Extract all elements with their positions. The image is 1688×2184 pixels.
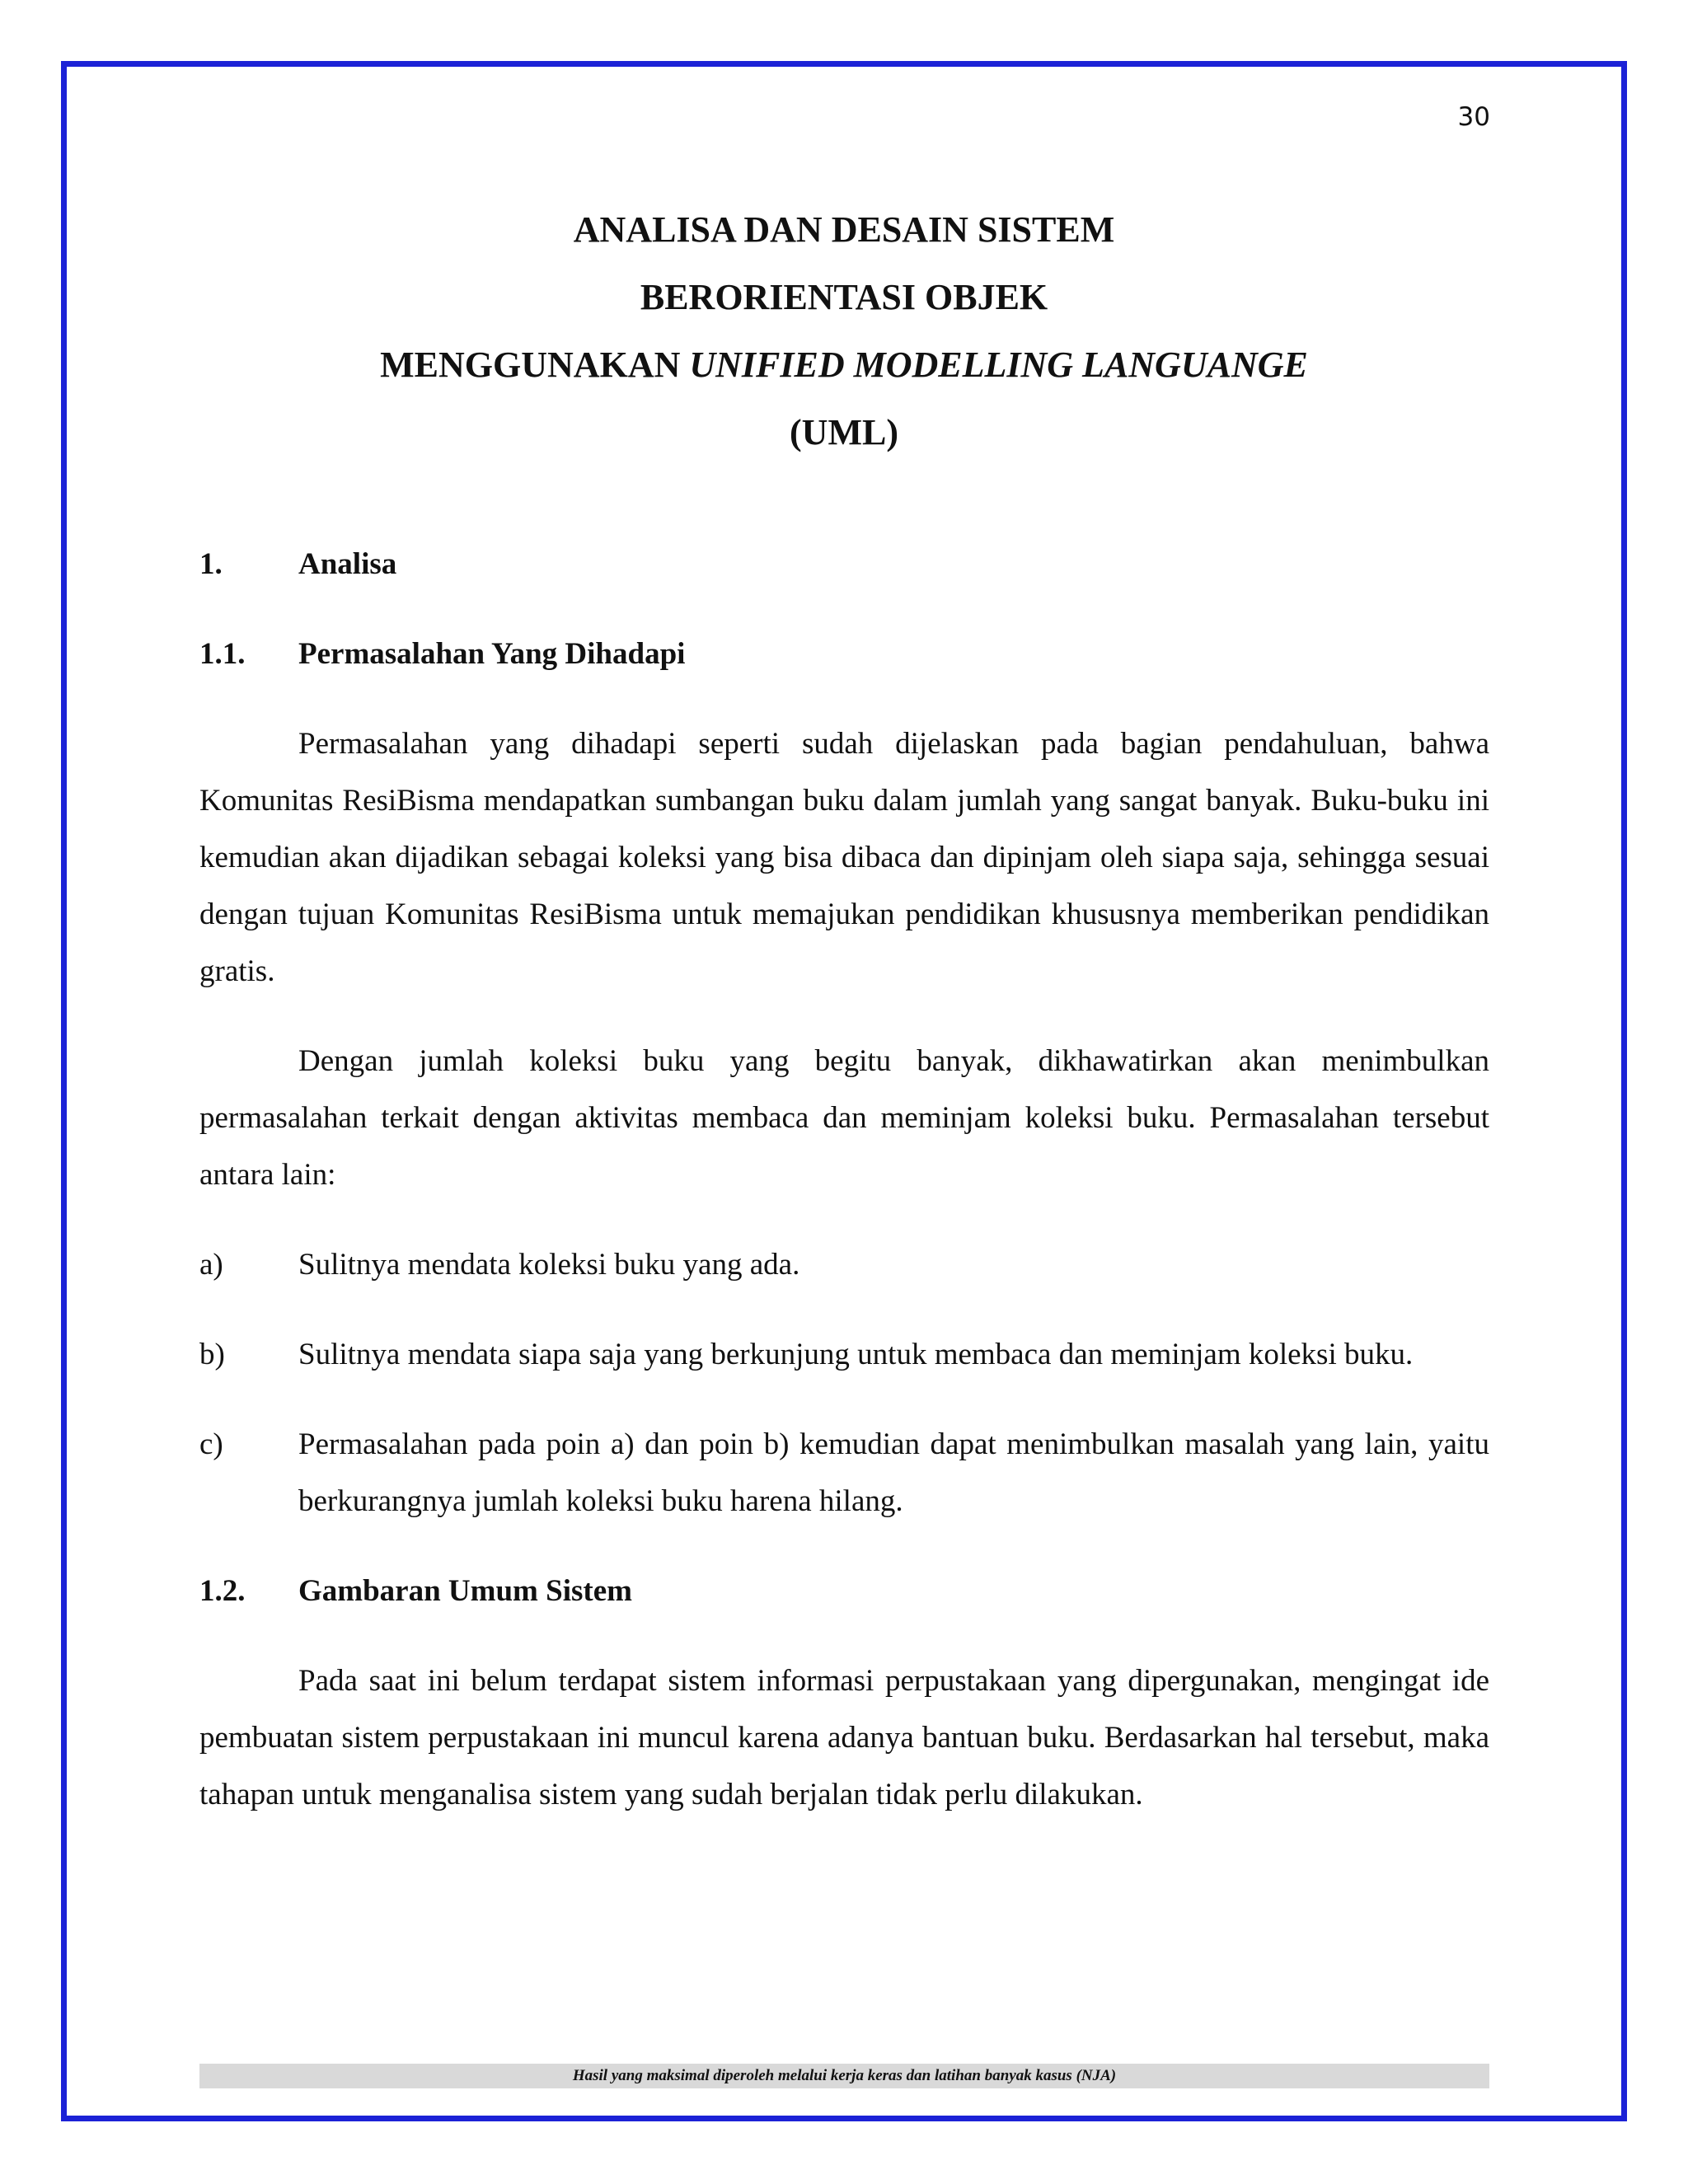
- title-line-3-prefix: MENGGUNAKAN: [380, 344, 690, 385]
- list-text: Sulitnya mendata siapa saja yang berkunjung untuk membaca dan meminjam koleksi buku.: [298, 1338, 1414, 1371]
- title-line-2: BERORIENTASI OBJEK: [640, 277, 1048, 317]
- section-1-2-heading: [199, 1563, 1489, 1619]
- list-text: Sulitnya mendata koleksi buku yang ada.: [298, 1248, 800, 1282]
- paragraph-3: Pada saat ini belum terdapat sistem informasi perpustakaan yang dipergunakan, mengingat ide pembuatan sistem perpustakaan ini muncul karena adanya bantuan buku. Berdasarkan hal tersebut, maka tahapan untuk menganalisa sistem yang sudah berjalan tidak perlu dilakukan.: [199, 1664, 1489, 1811]
- title-line-1: ANALISA DAN DESAIN SISTEM: [573, 209, 1115, 250]
- section-1-heading: [199, 536, 1489, 593]
- document-title: [0, 196, 1688, 466]
- paragraph-1: Permasalahan yang dihadapi seperti sudah dijelaskan pada bagian pendahuluan, bahwa Komunitas ResiBisma mendapatkan sumbangan buku dalam jumlah yang sangat banyak. Buku-buku ini kemudian akan dijadikan sebagai koleksi yang bisa dibaca dan dipinjam oleh siapa saja, sehingga sesuai dengan tujuan Komunitas ResiBisma untuk memajukan pendidikan khususnya memberikan pendidikan gratis.: [199, 727, 1489, 988]
- title-line-3-italic: UNIFIED MODELLING LANGUANGE: [689, 344, 1308, 385]
- list-marker: c): [199, 1427, 223, 1461]
- title-line-3: [0, 331, 1688, 399]
- section-1-1-heading: [199, 626, 1489, 682]
- section-1-1-number: 1.1.: [199, 637, 246, 671]
- paragraph-2: Dengan jumlah koleksi buku yang begitu banyak, dikhawatirkan akan menimbulkan permasalahan terkait dengan aktivitas membaca dan meminjam koleksi buku. Permasalahan tersebut antara lain:: [199, 1044, 1489, 1192]
- section-1-2-number: 1.2.: [199, 1574, 246, 1608]
- page-number: 30: [1457, 102, 1490, 132]
- list-text: Permasalahan pada poin a) dan poin b) kemudian dapat menimbulkan masalah yang lain, yaitu berkurangnya jumlah koleksi buku harena hilang.: [298, 1427, 1489, 1518]
- section-1-number: 1.: [199, 547, 223, 581]
- section-1-1-title: Permasalahan Yang Dihadapi: [298, 637, 686, 671]
- list-item: [199, 1326, 1489, 1383]
- document-body: [199, 536, 1489, 1823]
- section-1-title: Analisa: [298, 547, 397, 581]
- title-line-4: (UML): [790, 412, 898, 452]
- list-marker: b): [199, 1338, 225, 1371]
- section-1-2-title: Gambaran Umum Sistem: [298, 1574, 632, 1608]
- footer-motto: Hasil yang maksimal diperoleh melalui kerja keras dan latihan banyak kasus (NJA): [199, 2064, 1489, 2088]
- list-item: [199, 1416, 1489, 1530]
- list-item: [199, 1236, 1489, 1293]
- list-marker: a): [199, 1248, 223, 1282]
